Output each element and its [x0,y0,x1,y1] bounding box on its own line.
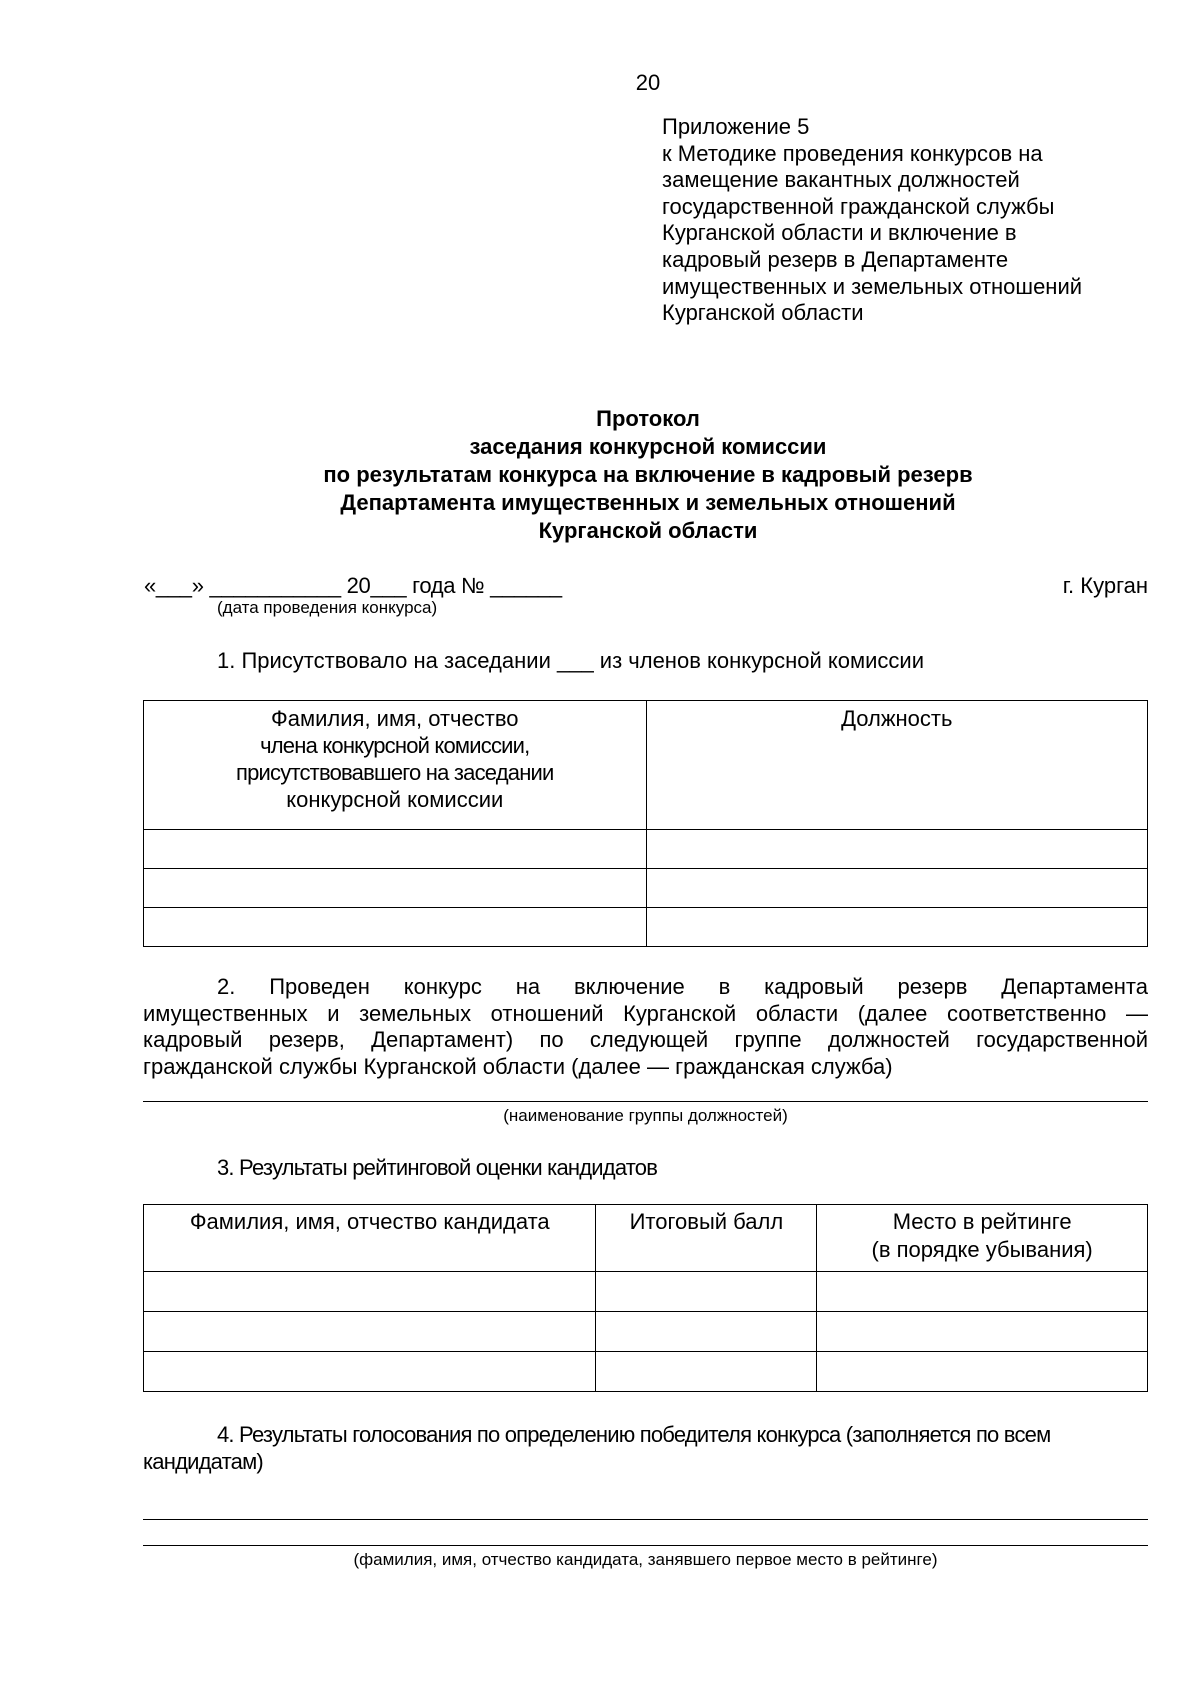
appendix-line: имущественных и земельных отношений [662,273,1083,299]
header-rating-place [817,1205,1148,1272]
table-row [144,1312,1148,1352]
table-row [144,1272,1148,1312]
appendix-line: кадровый резерв в Департаменте [662,246,1009,272]
table-cell[interactable] [144,1272,596,1312]
title-line: заседания конкурсной комиссии [469,434,827,459]
table-cell[interactable] [646,869,1147,908]
date-number-line: «___» ___________ 20___ года № ______ [144,573,562,598]
page-number: 20 [635,70,661,95]
winner-fill-line-1[interactable] [143,1519,1148,1520]
table-cell[interactable] [144,1312,596,1352]
header-line: члена конкурсной комиссии, [260,733,530,758]
appendix-block [662,114,1082,327]
table-cell[interactable] [596,1312,817,1352]
paragraph-line: 2. Проведен конкурс на включение в кадровый резерв Департамента [217,974,1148,999]
table-cell[interactable] [144,830,647,869]
paragraph-line: 4. Результаты голосования по определению победителя конкурса (заполняется по всем [217,1422,1051,1447]
appendix-line: к Методике проведения конкурсов на [662,140,1043,166]
appendix-line: государственной гражданской службы [662,193,1055,219]
table-cell[interactable] [817,1312,1148,1352]
table-cell[interactable] [596,1352,817,1392]
city-label: г. Курган [1062,573,1148,598]
title-line: Курганской области [538,518,758,543]
rating-results-table [143,1204,1148,1392]
header-line: конкурсной комиссии [286,787,504,812]
table-cell[interactable] [144,908,647,947]
table-row [144,830,1148,869]
table-header-row [144,701,1148,830]
position-group-caption: (наименование группы должностей) [503,1106,788,1125]
table-cell[interactable] [817,1272,1148,1312]
table-cell[interactable] [646,908,1147,947]
header-total-score: Итоговый балл [596,1205,817,1272]
date-caption: (дата проведения конкурса) [217,598,438,617]
appendix-line: Курганской области и включение в [662,220,1017,246]
header-position: Должность [646,701,1147,830]
header-member-name [144,701,647,830]
paragraph-line: кадровый резерв, Департамент) по следующей группе должностей государственной [143,1027,1148,1052]
table-row [144,1352,1148,1392]
item-4-paragraph [143,1421,1148,1475]
title-line: Протокол [596,406,700,431]
header-line: Место в рейтинге [892,1209,1072,1234]
header-candidate-name: Фамилия, имя, отчество кандидата [144,1205,596,1272]
title-line: Департамента имущественных и земельных отношений [340,490,956,515]
item-1-attendance: 1. Присутствовало на заседании ___ из членов конкурсной комиссии [217,648,924,673]
document-title [0,405,1200,545]
winner-fill-line-2[interactable] [143,1545,1148,1546]
table-row [144,908,1148,947]
item-3-heading: 3. Результаты рейтинговой оценки кандидатов [217,1155,658,1180]
appendix-line: Курганской области [662,300,864,326]
header-line: Фамилия, имя, отчество [271,706,519,731]
commission-members-table [143,700,1148,947]
paragraph-line: кандидатам) [143,1449,263,1474]
winner-caption: (фамилия, имя, отчество кандидата, занявшего первое место в рейтинге) [353,1550,938,1569]
table-row [144,869,1148,908]
appendix-line: замещение вакантных должностей [662,167,1020,193]
table-cell[interactable] [144,869,647,908]
item-2-paragraph [143,974,1148,1080]
position-group-fill-line[interactable] [143,1101,1148,1102]
header-line: присутствовавшего на заседании [236,760,554,785]
paragraph-line: гражданской службы Курганской области (далее — гражданская служба) [143,1053,893,1079]
header-line: (в порядке убывания) [871,1237,1093,1262]
title-line: по результатам конкурса на включение в кадровый резерв [323,462,973,487]
table-cell[interactable] [646,830,1147,869]
paragraph-line: имущественных и земельных отношений Курганской области (далее соответственно — [143,1000,1148,1026]
table-cell[interactable] [817,1352,1148,1392]
table-header-row [144,1205,1148,1272]
table-cell[interactable] [596,1272,817,1312]
appendix-line: Приложение 5 [662,114,810,139]
table-cell[interactable] [144,1352,596,1392]
